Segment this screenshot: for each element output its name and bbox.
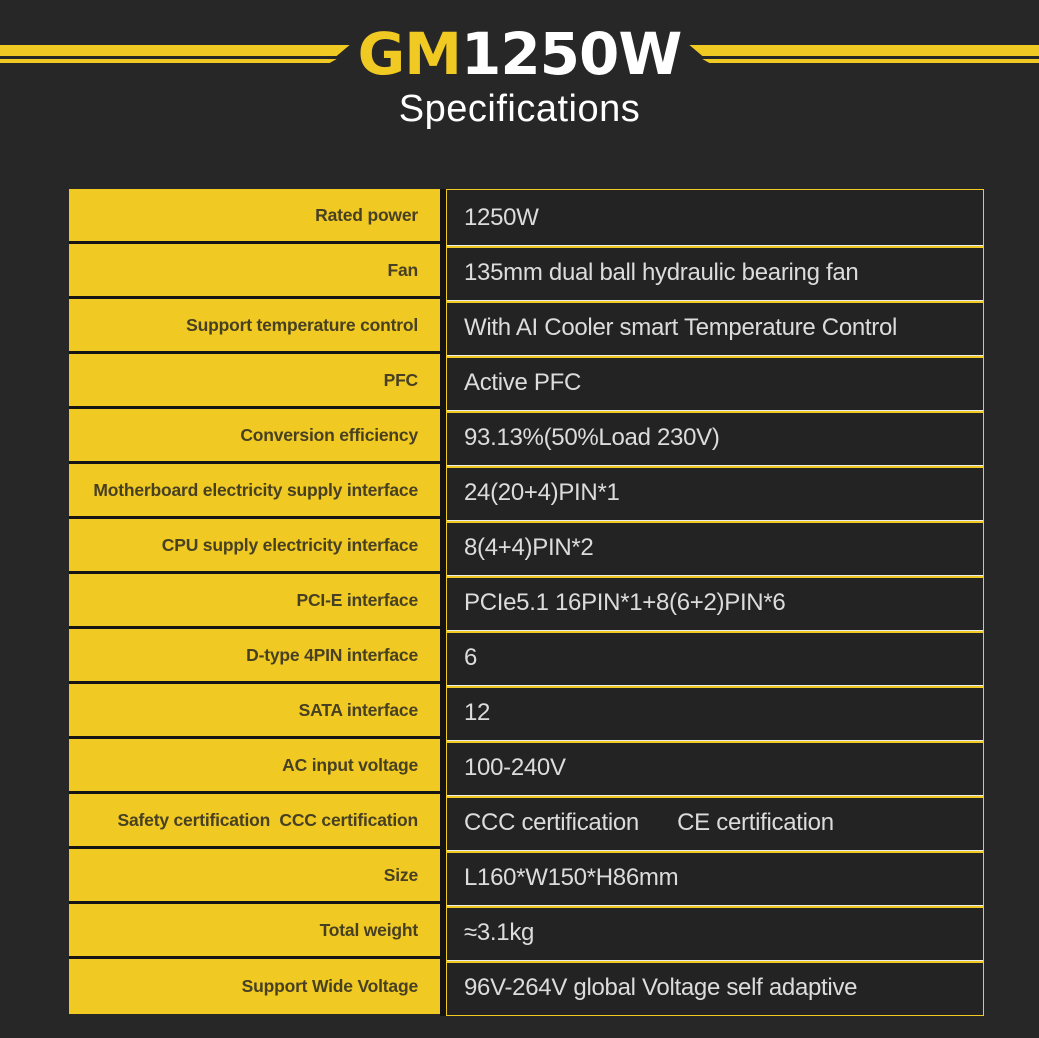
spec-value-text: 6 — [464, 644, 478, 671]
spec-table — [69, 189, 984, 1016]
spec-row-value — [447, 355, 983, 410]
spec-row-value — [447, 685, 983, 740]
spec-label-text: Rated power — [315, 204, 418, 225]
spec-label-text: Fan — [387, 259, 418, 280]
spec-row-label — [69, 904, 440, 959]
spec-row-value — [447, 465, 983, 520]
spec-row-value — [447, 520, 983, 575]
spec-row-label — [69, 299, 440, 354]
spec-row-label — [69, 574, 440, 629]
spec-row-label — [69, 464, 440, 519]
spec-label-text: Support Wide Voltage — [241, 976, 418, 996]
brand-title — [357, 20, 682, 88]
spec-value-text: With AI Cooler smart Temperature Control — [464, 314, 898, 341]
stripe-thick-right — [689, 45, 1039, 56]
spec-label-text: PCI-E interface — [296, 589, 418, 610]
spec-row-label — [69, 189, 440, 244]
brand-model: 1250W — [460, 20, 682, 88]
spec-row-label — [69, 794, 440, 849]
spec-row-value — [447, 630, 983, 685]
spec-row-value — [447, 960, 983, 1015]
spec-value-text: 12 — [464, 699, 491, 726]
spec-label-text: Safety certification CCC certification — [117, 809, 418, 830]
label-column — [69, 189, 440, 1016]
spec-value-text: 1250W — [464, 203, 539, 231]
spec-row-label — [69, 409, 440, 464]
stripe-thin-right — [702, 59, 1039, 63]
spec-row-label — [69, 629, 440, 684]
spec-label-text: SATA interface — [298, 699, 418, 720]
spec-value-text: ≈3.1kg — [464, 919, 535, 946]
spec-label-text: PFC — [383, 369, 418, 390]
decorative-stripes-right — [689, 45, 1039, 63]
brand-prefix: GM — [357, 20, 461, 88]
spec-label-text: Size — [383, 864, 418, 885]
spec-label-text: Support temperature control — [186, 314, 418, 335]
spec-value-text: CCC certification CE certification — [464, 809, 834, 836]
spec-row-label — [69, 519, 440, 574]
spec-row-label — [69, 684, 440, 739]
spec-row-value — [447, 905, 983, 960]
spec-row-value — [447, 575, 983, 630]
spec-value-text: Active PFC — [464, 369, 582, 396]
spec-value-text: L160*W150*H86mm — [464, 864, 679, 891]
stripe-thin-left — [0, 59, 337, 63]
spec-row-value — [447, 740, 983, 795]
spec-value-text: PCIe5.1 16PIN*1+8(6+2)PIN*6 — [464, 589, 786, 616]
spec-value-text: 96V-264V global Voltage self adaptive — [464, 974, 858, 1001]
spec-label-text: CPU supply electricity interface — [161, 534, 418, 555]
spec-label-text: D-type 4PIN interface — [246, 644, 418, 665]
spec-row-label — [69, 959, 440, 1014]
spec-label-text: Conversion efficiency — [240, 424, 418, 445]
spec-row-value — [447, 795, 983, 850]
header — [0, 20, 1039, 132]
spec-row-value — [447, 190, 983, 245]
spec-row-value — [447, 245, 983, 300]
spec-label-text: AC input voltage — [282, 754, 418, 775]
spec-label-text: Motherboard electricity supply interface — [93, 479, 418, 500]
spec-value-text: 100-240V — [464, 754, 566, 781]
brand-title-row — [0, 20, 1039, 88]
spec-row-label — [69, 849, 440, 904]
value-column — [446, 189, 984, 1016]
spec-value-text: 24(20+4)PIN*1 — [464, 479, 620, 506]
spec-value-text: 93.13%(50%Load 230V) — [464, 424, 720, 451]
page-title: Specifications — [398, 88, 641, 130]
spec-row-label — [69, 739, 440, 794]
spec-row-label — [69, 244, 440, 299]
spec-row-value — [447, 410, 983, 465]
spec-label-text: Total weight — [319, 919, 418, 940]
spec-row-value — [447, 300, 983, 355]
stripe-thick-left — [0, 45, 350, 56]
spec-row-label — [69, 354, 440, 409]
spec-row-value — [447, 850, 983, 905]
spec-value-text: 8(4+4)PIN*2 — [464, 534, 594, 561]
decorative-stripes-left — [0, 45, 350, 63]
spec-value-text: 135mm dual ball hydraulic bearing fan — [464, 259, 859, 286]
